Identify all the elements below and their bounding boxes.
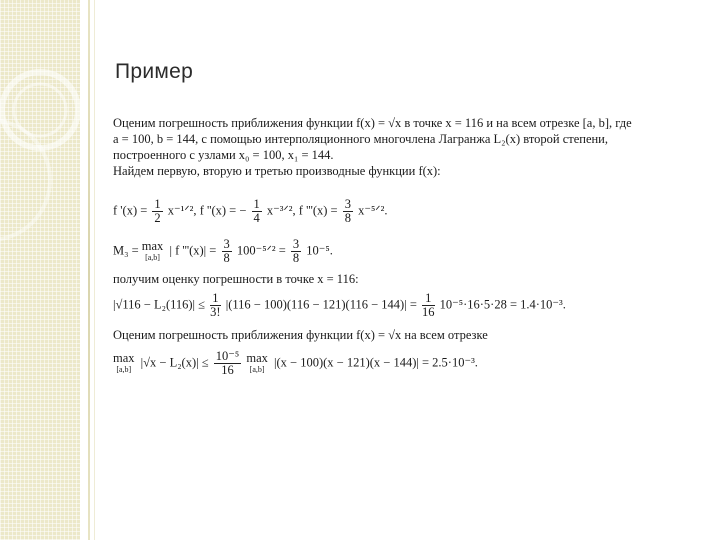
paragraph-4: Найдем первую, вторую и третью производные функции f(x):: [113, 164, 441, 178]
d1-fraction: [152, 198, 162, 225]
vertical-divider-thin: [94, 0, 95, 540]
e1-f2-den: 16: [422, 305, 435, 319]
decorative-side-band: [0, 0, 80, 540]
paragraph-5: получим оценку погрешности в точке x = 116:: [113, 272, 359, 286]
e1-tail: 10⁻⁵·16·5·28 = 1.4·10⁻³.: [439, 297, 566, 312]
d2-num: 1: [253, 197, 260, 211]
e2-max-word: max: [113, 350, 135, 365]
m3-head: M₃ =: [113, 243, 139, 258]
e2-fraction: [214, 350, 241, 377]
d1-den: 2: [154, 211, 161, 225]
vertical-divider: [88, 0, 90, 540]
e2-max-sub: [a,b]: [116, 364, 132, 374]
paragraph-6: Оценим погрешность приближения функции f(x) = √x на всем отрезке: [113, 328, 488, 342]
e2-max2-word: max: [246, 350, 268, 365]
e2-num: 10⁻⁵: [215, 349, 240, 363]
paragraph-1: Оценим погрешность приближения функции f(x) = √x в точке x = 116 и на всем отрезке [a, b], где: [113, 116, 632, 130]
d2-label: f ''(x) = −: [199, 203, 247, 218]
d1-tail: x⁻¹ᐟ²,: [167, 203, 200, 218]
e2-max-2: [246, 350, 268, 375]
e2-tail: |(x − 100)(x − 121)(x − 144)| = 2.5·10⁻³.: [274, 355, 478, 370]
e2-max2-sub: [a,b]: [249, 364, 265, 374]
m3-max: [141, 238, 164, 263]
d2-tail: x⁻³ᐟ²,: [266, 203, 299, 218]
paragraph-3: построенного с узлами x₀ = 100, x₁ = 144.: [113, 148, 334, 162]
paragraph-2: a = 100, b = 144, с помощью интерполяционного многочлена Лагранжа L₂(x) второй степени,: [113, 132, 608, 146]
m3-mid: 100⁻⁵ᐟ² =: [236, 243, 286, 258]
e2-lhs: |√x − L₂(x)| ≤: [140, 355, 209, 370]
d3-tail: x⁻⁵ᐟ².: [358, 203, 388, 218]
d3-den: 8: [344, 211, 351, 225]
e2-den: 16: [221, 363, 234, 377]
d1-label: f '(x) =: [113, 203, 148, 218]
slide-title: Пример: [115, 60, 194, 83]
d3-label: f '''(x) =: [298, 203, 338, 218]
m3-max-sub: [a,b]: [145, 252, 160, 262]
e1-den: 3!: [210, 305, 221, 319]
m3-f1-num: 3: [223, 237, 230, 251]
derivatives-line: [113, 198, 387, 225]
d2-den: 4: [253, 211, 260, 225]
e1-fraction-2: [422, 292, 435, 319]
e1-f2-num: 1: [422, 292, 435, 306]
m3-f1-den: 8: [223, 251, 230, 265]
decorative-arcs: [0, 0, 80, 540]
m3-f2-num: 3: [292, 237, 300, 251]
m3-max-word: max: [141, 238, 164, 253]
e1-num: 1: [210, 292, 220, 306]
d1-num: 1: [154, 197, 161, 211]
e2-max: [113, 350, 135, 375]
d2-fraction: [252, 198, 262, 225]
m3-f2-den: 8: [292, 251, 300, 265]
m3-fraction-2: [291, 238, 301, 265]
m3-body: | f '''(x)| =: [169, 243, 217, 258]
error-point-line: [113, 292, 566, 319]
m3-fraction-1: [222, 238, 232, 265]
e1-lhs: |√116 − L₂(116)| ≤: [113, 297, 206, 312]
e1-fraction: [210, 292, 220, 319]
error-interval-line: [113, 350, 478, 377]
m3-tail: 10⁻⁵.: [306, 243, 333, 258]
e1-product: |(116 − 100)(116 − 121)(116 − 144)| =: [225, 297, 417, 312]
m3-line: [113, 238, 333, 265]
d3-num: 3: [344, 197, 351, 211]
d3-fraction: [343, 198, 353, 225]
